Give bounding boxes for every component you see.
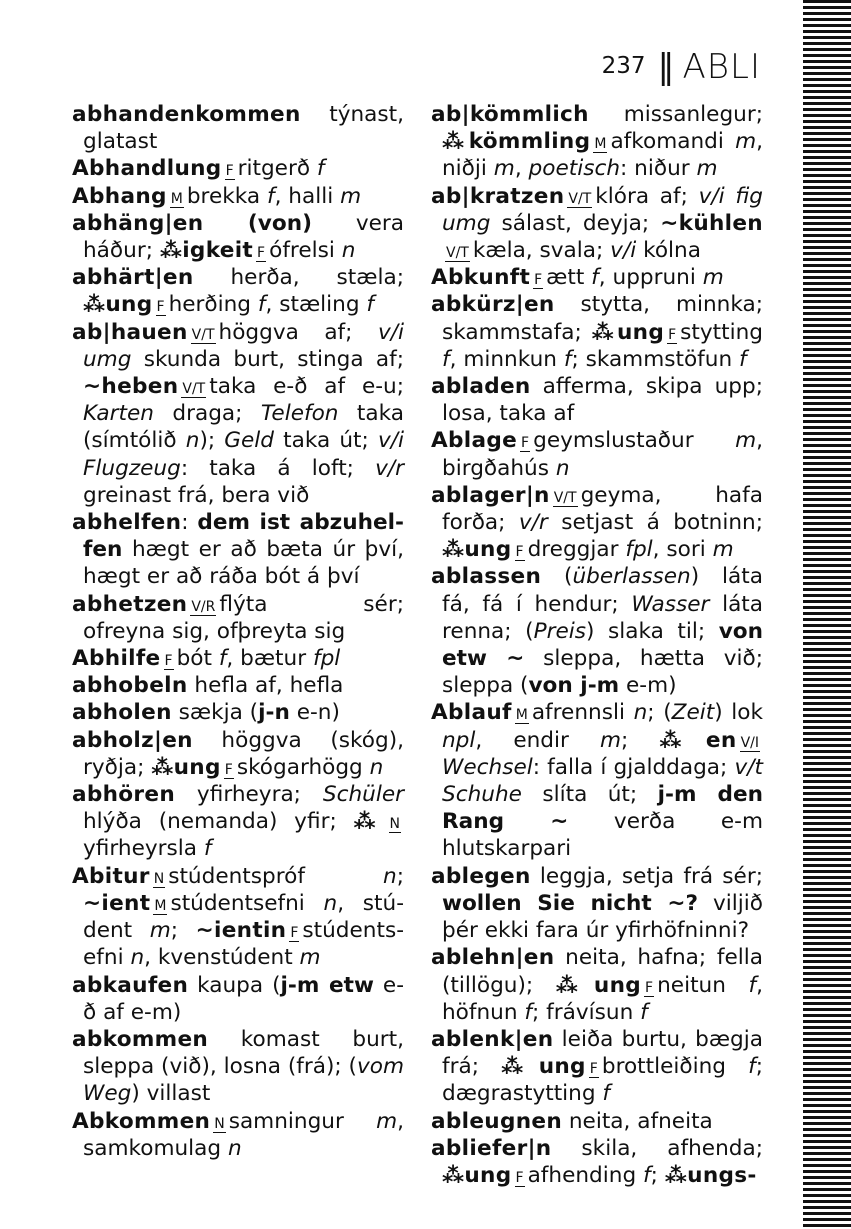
right-column: [431, 101, 763, 1189]
headword: abholen: [72, 700, 172, 726]
gender-label: M: [170, 190, 183, 207]
entry-text: , halli: [274, 183, 341, 209]
italic-label: f: [739, 346, 747, 372]
headword: ⁂ung: [555, 972, 642, 998]
entry-text: neitun: [657, 972, 749, 998]
entry-text: stytting: [680, 319, 763, 345]
bold-phrase: dem ist abzuhelfen: [83, 510, 405, 563]
entry-text: leiða burtu, bægja frá;: [442, 1026, 763, 1080]
italic-label: m: [493, 156, 515, 182]
headword: ⁂ung: [442, 537, 512, 563]
entry-text: herða, stæla;: [193, 265, 404, 291]
entry-text: geyma, hafa forða;: [442, 482, 763, 536]
entry-text: ritgerð: [237, 156, 317, 182]
italic-label: m: [696, 156, 718, 182]
italic-label: m: [735, 428, 757, 454]
entry-text: bót: [176, 646, 219, 672]
headword: Abhilfe: [72, 646, 161, 672]
headword: ⁂ungs-: [664, 1162, 757, 1188]
italic-label: Telefon: [260, 401, 339, 427]
entry-text: , sori: [652, 537, 713, 563]
headword: ablenk|en: [431, 1026, 554, 1052]
entry-text: ; frávísun: [532, 999, 641, 1025]
tilde-symbol: ⁂: [353, 809, 386, 835]
entry-text: slíta út;: [521, 782, 658, 808]
italic-label: v/i: [610, 238, 637, 264]
entry-text: afkomandi: [610, 129, 736, 155]
italic-label: f: [524, 999, 533, 1025]
headword: abhelfen: [72, 510, 182, 536]
gender-label: F: [589, 1061, 598, 1078]
gender-label: F: [290, 925, 299, 942]
headword: abkaufen: [72, 972, 189, 998]
entry-text: stytta, minnka; skammstafa;: [442, 292, 763, 345]
entry-text: láta renna; (: [442, 591, 764, 644]
italic-label: v/i fig umg: [442, 183, 763, 236]
headword: ⁂igkeit: [159, 238, 254, 264]
dictionary-entry: [72, 863, 404, 972]
headword: Ablage: [431, 428, 518, 454]
italic-label: f: [266, 183, 275, 209]
italic-label: vom Weg: [83, 1054, 405, 1107]
dictionary-entry: [431, 1026, 763, 1108]
entry-text: , birgðahús: [442, 428, 763, 481]
dictionary-entry: [431, 563, 763, 699]
entry-text: viljið þér ekki fara úr yfirhöfninni?: [442, 890, 763, 944]
headword: ablager|n: [431, 482, 550, 508]
running-header: [601, 47, 761, 87]
headword: abkommen: [72, 1026, 209, 1052]
italic-label: m: [340, 183, 362, 209]
italic-label: Preis: [533, 618, 586, 644]
headword: abhäng|en: [72, 210, 204, 236]
italic-label: n: [633, 700, 648, 726]
italic-label: n: [555, 455, 570, 481]
headword: abholz|en: [72, 727, 193, 753]
italic-label: f: [218, 646, 227, 672]
entry-text: , kvenstúdent: [144, 945, 300, 971]
entry-text: , höfnun: [442, 972, 763, 1025]
gender-label: F: [224, 761, 233, 778]
dictionary-entry: [72, 509, 404, 591]
headword: abkürz|en: [431, 292, 555, 318]
entry-text: samningur: [228, 1108, 377, 1134]
headword: ⁂ung: [501, 1054, 586, 1080]
italic-label: f: [203, 836, 212, 862]
gender-label: V/T: [182, 381, 206, 398]
entry-text: leggja, setja frá sér;: [530, 863, 763, 889]
entry-text: hlýða (nemanda) yfir;: [83, 809, 354, 835]
italic-label: fpl: [625, 537, 653, 563]
italic-label: m: [299, 945, 321, 971]
entry-text: neita, hafna; fella (tillögu);: [442, 945, 763, 998]
entry-text: );: [199, 428, 225, 454]
dictionary-entry: [431, 183, 763, 265]
italic-label: m: [702, 265, 724, 291]
gender-label: F: [534, 272, 543, 289]
headword: ~ient: [83, 890, 151, 916]
dictionary-entry: [431, 291, 763, 373]
headword: ab|kratzen: [431, 183, 565, 209]
dictionary-entry: [431, 264, 763, 291]
italic-label: Wasser: [631, 591, 710, 617]
headword: ⁂kömmling: [442, 129, 591, 155]
headword: ablegen: [431, 863, 531, 889]
italic-label: fpl: [312, 646, 341, 672]
dictionary-entry: [72, 645, 404, 672]
entry-text: ) villast: [131, 1081, 211, 1107]
dictionary-entry: [72, 699, 404, 726]
entry-text: stúdentspróf: [168, 863, 384, 889]
headword: ⁂ung: [151, 754, 221, 780]
dictionary-entry: [72, 101, 404, 155]
dictionary-entry: [431, 101, 763, 183]
headword: Abkommen: [72, 1108, 211, 1134]
gender-label: V/T: [191, 326, 215, 343]
bold-phrase: j-m etw: [280, 972, 374, 998]
headword: Abkunft: [431, 265, 531, 291]
italic-label: v/r: [518, 510, 548, 536]
italic-label: Wechsel: [442, 754, 533, 780]
italic-label: v/t Schuhe: [442, 754, 763, 808]
entry-text: kaupa (: [188, 972, 281, 998]
headword: abhören: [72, 782, 176, 808]
italic-label: n: [185, 428, 200, 454]
dictionary-entry: [431, 1135, 763, 1189]
entry-text: , minnkun: [449, 346, 564, 372]
gender-label: N: [153, 870, 165, 887]
dictionary-entry: [72, 781, 404, 863]
entry-text: ) láta fá, fá í hendur;: [442, 564, 763, 617]
entry-text: (: [541, 564, 573, 590]
entry-text: komast burt, sleppa (við), losna (frá); (: [83, 1026, 404, 1080]
italic-label: v/r: [375, 455, 404, 481]
gender-label: F: [156, 299, 165, 316]
italic-label: n: [383, 863, 397, 889]
entry-text: skunda burt, stinga af;: [131, 346, 404, 372]
entry-text: verða e-m hlutskarpari: [442, 809, 764, 862]
entry-text: , stúdent: [83, 890, 404, 944]
italic-label: Karten: [83, 401, 154, 427]
gender-label: M: [515, 707, 528, 724]
headword: Ablauf: [431, 700, 512, 726]
dictionary-entry: [72, 319, 404, 509]
italic-label: f: [748, 1054, 756, 1080]
entry-text: hefla af, hefla: [187, 673, 344, 699]
headword: ⁂ung: [591, 319, 665, 345]
dictionary-entry: [72, 1108, 404, 1162]
italic-label: m: [712, 537, 734, 563]
gender-label: V/T: [553, 489, 577, 506]
entry-text: skógarhögg: [236, 754, 370, 780]
gender-label: M: [594, 136, 607, 153]
entry-text: skila, afhenda;: [551, 1135, 763, 1161]
entry-text: afferma, skipa upp; losa, taka af: [442, 374, 763, 427]
dictionary-entry: [431, 699, 763, 862]
italic-label: m: [735, 129, 757, 155]
italic-label: f: [602, 1081, 611, 1107]
entry-text: ; dægrastytting: [442, 1054, 763, 1107]
entry-text: ;: [650, 1162, 665, 1188]
entry-text: e-n): [289, 700, 340, 726]
entry-text: , niðji: [442, 129, 763, 182]
entry-text: ætt: [546, 265, 592, 291]
dictionary-entry: [431, 373, 763, 427]
headword: ab|hauen: [72, 319, 188, 345]
dictionary-entry: [72, 264, 404, 318]
bold-phrase: (von): [203, 210, 312, 236]
italic-label: Geld: [224, 428, 275, 454]
entry-text: ; (: [647, 700, 672, 726]
entry-text: sálast, deyja;: [490, 210, 661, 236]
italic-label: überlassen: [572, 564, 691, 590]
dictionary-entry: [431, 944, 763, 1026]
gender-label: F: [225, 163, 234, 180]
entry-text: , samkomulag: [83, 1108, 404, 1161]
gender-label: M: [154, 897, 167, 914]
entry-text: , stæling: [265, 292, 367, 318]
entry-text: brottleiðing: [601, 1054, 749, 1080]
entry-text: ) slaka til;: [586, 618, 719, 644]
entry-text: stúdentsefni: [83, 918, 404, 971]
italic-label: m: [149, 918, 171, 944]
gender-label: V/I: [740, 734, 759, 751]
headword: Abhandlung: [72, 156, 222, 182]
entry-text: týnast, glatast: [83, 102, 404, 155]
headword: abladen: [431, 374, 531, 400]
gender-label: F: [668, 326, 677, 343]
italic-label: v/i Flugzeug: [83, 428, 404, 481]
entry-text: : taka á loft;: [180, 455, 376, 481]
headword: abhobeln: [72, 673, 188, 699]
entry-text: draga;: [153, 401, 261, 427]
italic-label: f: [366, 292, 375, 318]
entry-text: kólna: [636, 238, 701, 264]
headword: ablassen: [431, 564, 542, 590]
italic-label: f: [748, 972, 757, 998]
entry-text: afrennsli: [531, 700, 634, 726]
entry-text: e-m): [619, 673, 677, 699]
entry-text: geymslustaður: [533, 428, 736, 454]
entry-text: afhending: [527, 1162, 644, 1188]
entry-text: : falla í gjalddaga;: [532, 754, 735, 780]
entry-text: ,: [514, 156, 529, 182]
dictionary-entry: [72, 1026, 404, 1108]
entry-text: e-ð af e-m): [83, 972, 404, 1025]
headword: abhandenkommen: [72, 102, 301, 127]
italic-label: f: [257, 292, 266, 318]
dictionary-entry: [72, 210, 404, 264]
entry-text: missanlegur;: [588, 102, 763, 127]
italic-label: f: [316, 156, 325, 182]
bold-phrase: j-n: [258, 700, 290, 726]
italic-label: f: [640, 999, 648, 1025]
entry-text: vera háður;: [83, 210, 404, 264]
entry-text: ; skammstöfun: [571, 346, 740, 372]
entry-text: :: [181, 510, 198, 536]
header-separator: ‖: [657, 47, 673, 87]
italic-label: Zeit: [671, 700, 715, 726]
italic-label: f: [591, 265, 599, 291]
headword: ⁂ung: [83, 292, 153, 318]
entry-text: hægt er að bæta úr því, hægt er að ráða bót á því: [83, 537, 404, 590]
gender-label: N: [389, 816, 401, 833]
entry-text: , endir: [475, 727, 600, 753]
dictionary-entry: [431, 863, 763, 945]
italic-label: n: [228, 1135, 242, 1161]
italic-label: n: [369, 754, 384, 780]
gender-label: V/T: [568, 190, 592, 207]
gender-label: F: [645, 979, 654, 996]
gender-label: F: [515, 544, 524, 561]
italic-label: poetisch: [528, 156, 621, 182]
italic-label: m: [599, 727, 621, 753]
gender-label: F: [164, 653, 173, 670]
dictionary-entry: [431, 427, 763, 481]
headword: ⁂ung: [442, 1162, 512, 1188]
gender-label: F: [521, 435, 530, 452]
page-number: 237: [601, 53, 646, 79]
entry-text: taka út;: [274, 428, 378, 454]
entry-text: taka e-ð af e-u;: [209, 374, 404, 400]
dictionary-entry: [72, 727, 404, 781]
left-column: [72, 101, 404, 1162]
headword: Abitur: [72, 863, 150, 889]
dictionary-entry: [72, 591, 404, 645]
italic-label: f: [563, 346, 572, 372]
entry-text: dreggjar: [527, 537, 626, 563]
headword: abhetzen: [72, 591, 188, 617]
italic-label: n: [341, 238, 356, 264]
entry-text: höggva (skóg), ryðja;: [83, 727, 404, 780]
dictionary-entry: [72, 972, 404, 1026]
guide-word: ABLI: [682, 47, 761, 87]
headword: ~heben: [83, 374, 179, 400]
italic-label: f: [643, 1162, 651, 1188]
entry-text: taka (símtólið: [83, 401, 404, 454]
entry-text: yfirheyra;: [175, 782, 323, 808]
headword: Abhang: [72, 183, 167, 209]
entry-text: ;: [621, 727, 660, 753]
entry-text: greinast frá, bera við: [83, 482, 310, 508]
italic-label: Schüler: [322, 782, 404, 808]
headword: abhärt|en: [72, 265, 194, 291]
italic-label: n: [130, 945, 145, 971]
entry-text: höggva af;: [218, 319, 378, 345]
gender-label: F: [515, 1169, 524, 1186]
entry-text: ófrelsi: [269, 238, 342, 264]
entry-text: stúdentsefni: [170, 890, 324, 916]
entry-text: ;: [396, 863, 404, 889]
gender-label: V/T: [446, 245, 469, 262]
bold-phrase: wollen Sie nicht ~?: [442, 890, 699, 916]
headword: abliefer|n: [431, 1135, 552, 1161]
entry-text: neita, afneita: [562, 1108, 713, 1134]
entry-text: sleppa, hætta við; sleppa (: [442, 646, 763, 699]
thumb-index-tab: [803, 0, 851, 1229]
entry-text: brekka: [186, 183, 267, 209]
entry-text: , bætur: [226, 646, 313, 672]
headword: ~kühlen: [660, 210, 763, 236]
entry-text: kæla, svala;: [472, 238, 611, 264]
entry-text: sækja (: [171, 700, 259, 726]
gender-label: N: [214, 1115, 225, 1132]
gender-label: F: [257, 245, 266, 262]
bold-phrase: j-m den Rang ~: [442, 782, 764, 835]
headword: ableugnen: [431, 1108, 562, 1134]
italic-label: n: [323, 890, 338, 916]
italic-label: v/i umg: [83, 319, 404, 372]
italic-label: m: [376, 1108, 398, 1134]
entry-text: herðing: [168, 292, 258, 318]
headword: ~ientin: [195, 918, 287, 944]
entry-text: setjast á botninn;: [547, 510, 764, 536]
entry-text: ) lok: [714, 700, 763, 726]
italic-label: f: [442, 346, 450, 372]
entry-text: : niður: [620, 156, 697, 182]
bold-phrase: von j-m: [528, 673, 620, 699]
bold-phrase: von etw ~: [442, 618, 763, 672]
dictionary-entry: [72, 183, 404, 210]
entry-text: ;: [170, 918, 196, 944]
entry-text: yfirheyrsla: [83, 836, 204, 862]
gender-label: V/R: [191, 598, 216, 615]
headword: ab|kömmlich: [431, 102, 589, 127]
dictionary-entry: [72, 672, 404, 699]
entry-text: klóra af;: [595, 183, 699, 209]
italic-label: npl: [442, 727, 476, 753]
dictionary-entry: [431, 482, 763, 564]
dictionary-entry: [431, 1108, 763, 1135]
entry-text: , uppruni: [598, 265, 703, 291]
dictionary-entry: [72, 155, 404, 182]
headword: ablehn|en: [431, 945, 555, 971]
headword: ⁂en: [659, 727, 737, 753]
entry-text: flýta sér; ofreyna sig, ofþreyta sig: [83, 591, 404, 644]
